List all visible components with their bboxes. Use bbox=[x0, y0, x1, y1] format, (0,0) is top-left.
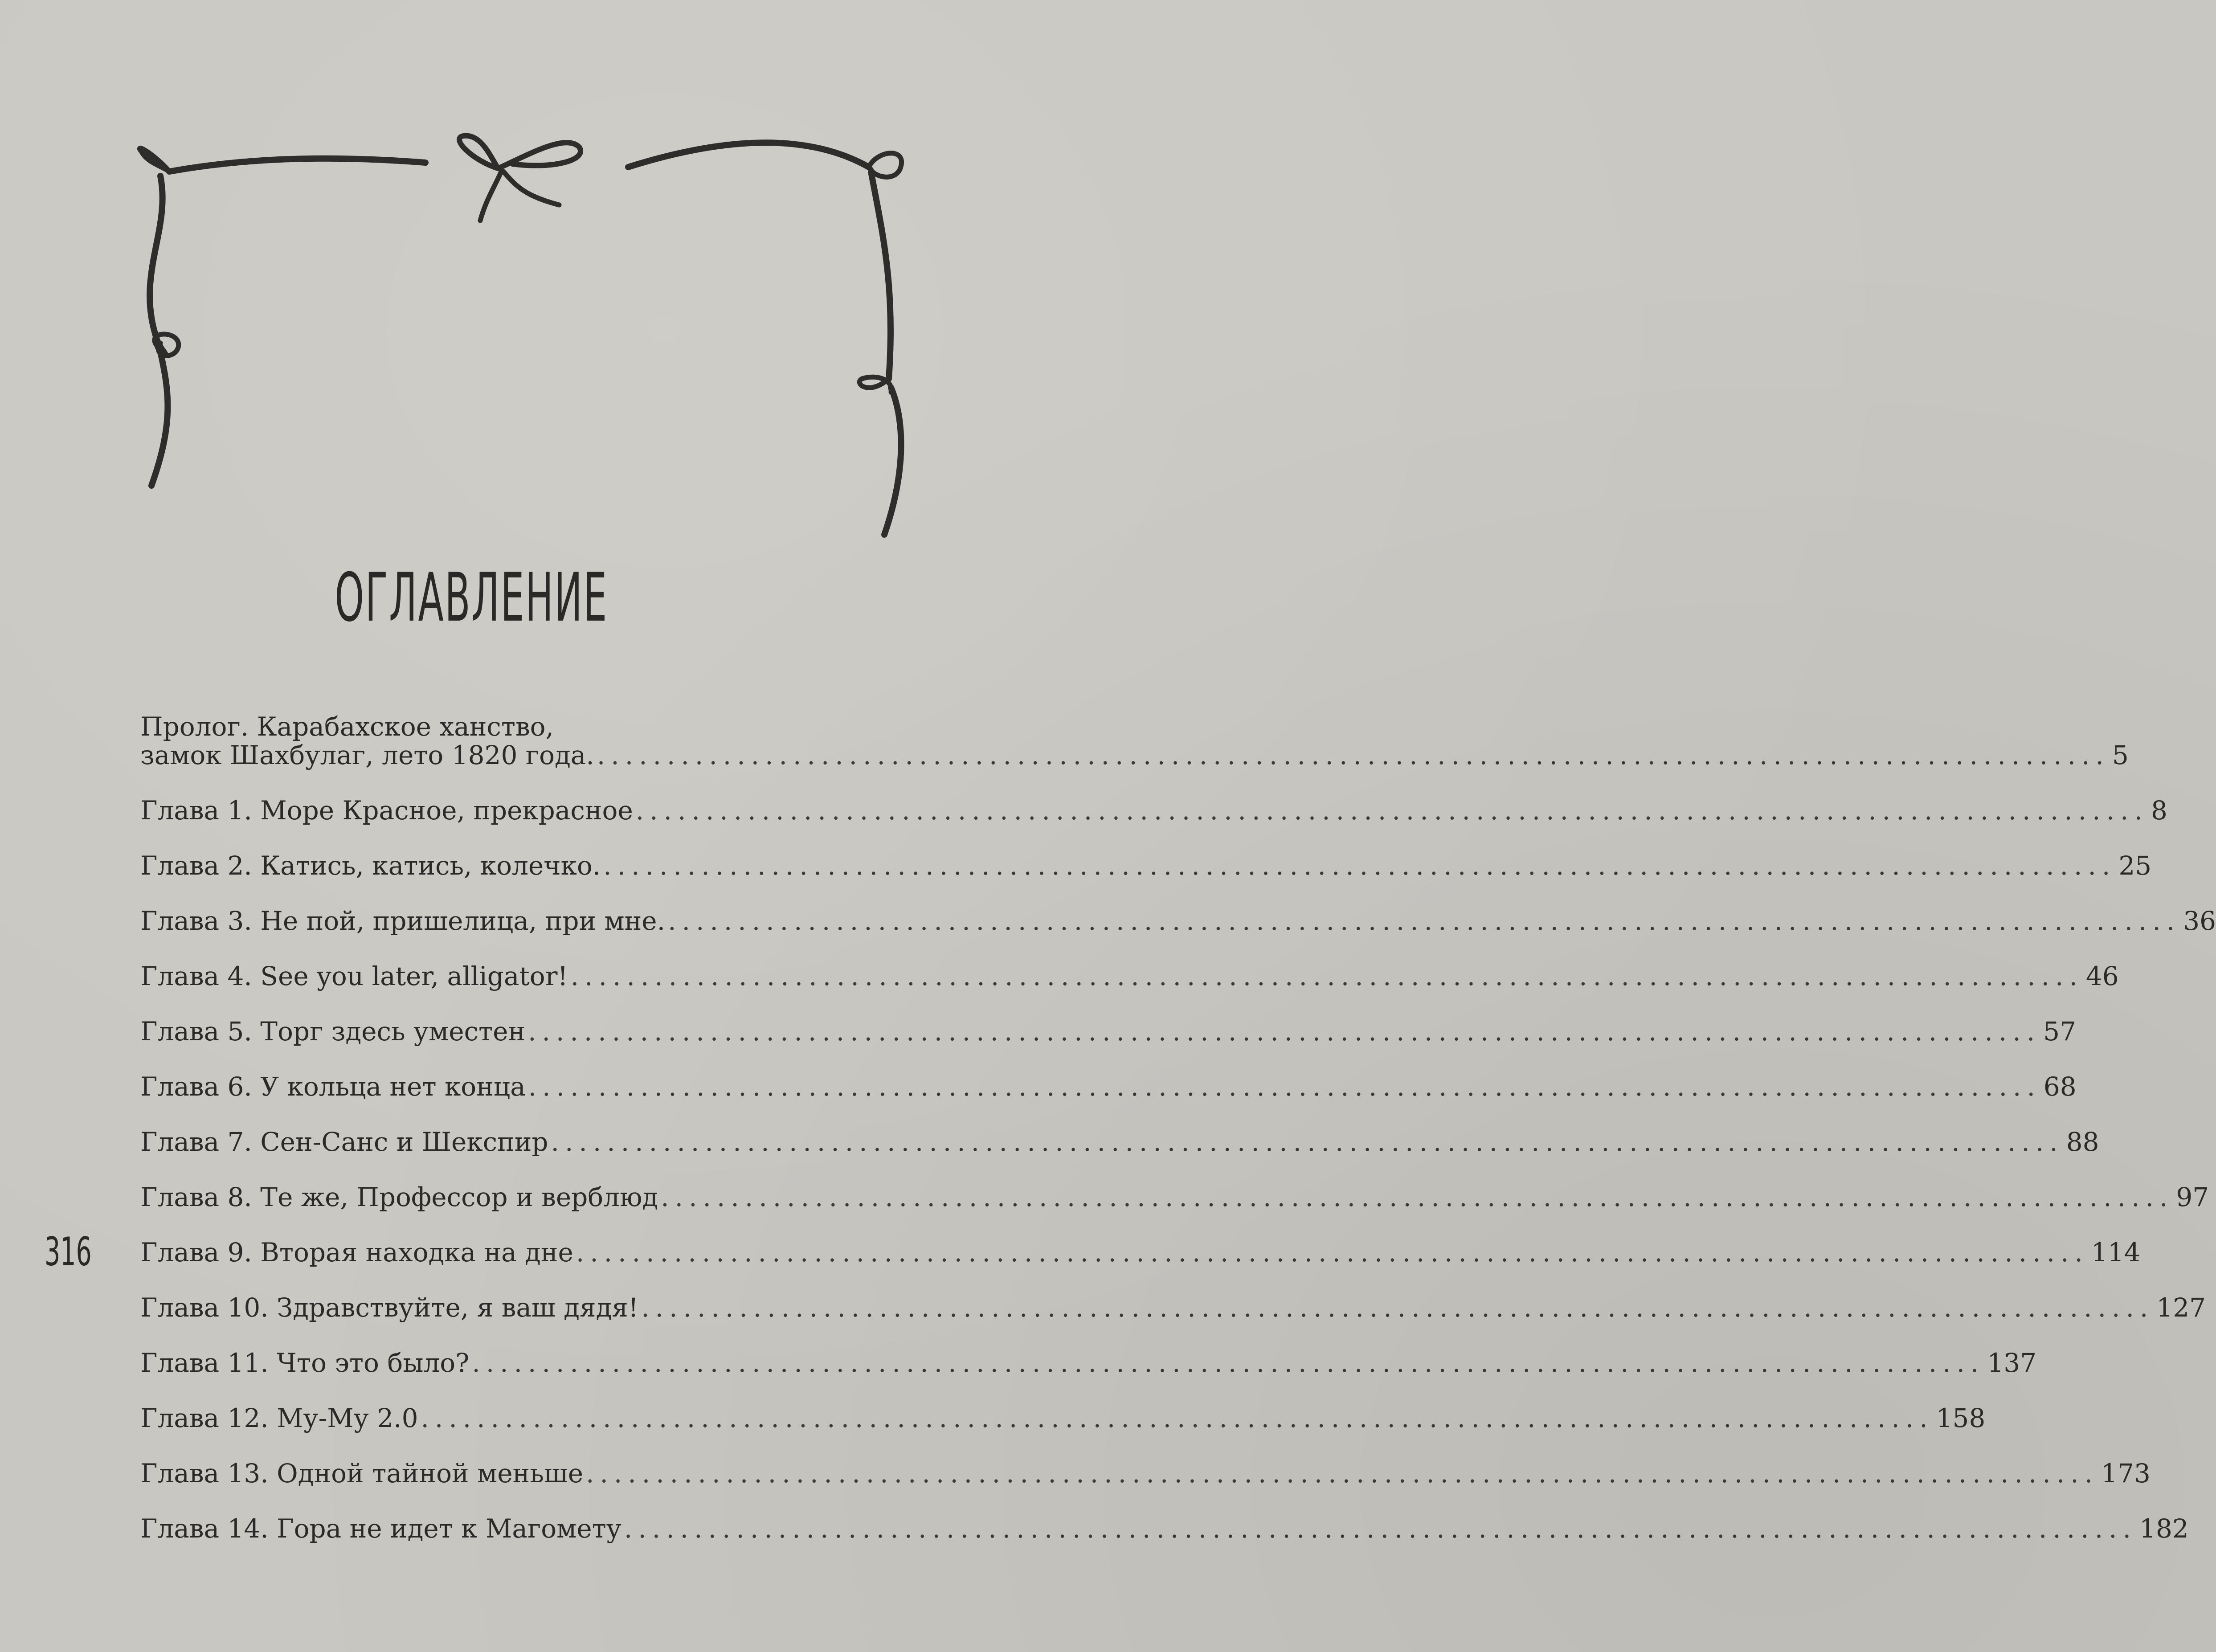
toc-entry-page: 36 bbox=[2183, 906, 2216, 936]
toc-entry-label: Глава 7. Сен-Санс и Шекспир bbox=[140, 1127, 548, 1157]
dot-leader: ............................................................................................................ bbox=[597, 740, 2110, 770]
dot-leader: ............................................................................................................ bbox=[603, 851, 2116, 881]
toc-entry-label: Глава 2. Катись, катись, колечко. bbox=[140, 851, 601, 881]
page-title: ОГЛАВЛЕНИЕ bbox=[335, 559, 608, 637]
toc-entry bbox=[140, 951, 2119, 1006]
toc-entry-label: Глава 12. Му-Му 2.0 bbox=[140, 1403, 418, 1433]
toc-entry-label: Глава 9. Вторая находка на дне bbox=[140, 1237, 573, 1268]
toc-entry-page: 182 bbox=[2139, 1513, 2189, 1544]
toc-entry-page: 57 bbox=[2043, 1016, 2077, 1047]
toc-entry bbox=[140, 1117, 2099, 1172]
toc-entry bbox=[140, 1062, 2077, 1117]
toc-entry-page: 5 bbox=[2112, 740, 2129, 770]
toc-entry-page: 137 bbox=[1987, 1348, 2037, 1378]
toc-entry bbox=[140, 1227, 2141, 1283]
dot-leader: ............................................................................................................ bbox=[635, 795, 2148, 826]
ribbon-bow-ornament bbox=[0, 0, 943, 557]
dot-leader: ............................................................................................................ bbox=[551, 1127, 2064, 1157]
toc-entry-label: Глава 13. Одной тайной меньше bbox=[140, 1458, 584, 1488]
toc-entry-page: 46 bbox=[2085, 961, 2119, 991]
toc-entry bbox=[140, 1448, 2151, 1504]
toc-entry-label: Глава 6. У кольца нет конца bbox=[140, 1071, 526, 1102]
toc-entry-label: Глава 3. Не пой, пришелица, при мне. bbox=[140, 906, 666, 936]
dot-leader: ............................................................................................................ bbox=[641, 1292, 2154, 1323]
toc-entry bbox=[140, 1504, 2189, 1559]
toc-entry-page: 97 bbox=[2176, 1182, 2209, 1212]
dot-leader: ............................................................................................................ bbox=[570, 961, 2083, 991]
page-number: 316 bbox=[45, 1229, 92, 1275]
toc-entry-label: Глава 1. Море Красное, прекрасное bbox=[140, 795, 633, 826]
toc-entry bbox=[140, 841, 2152, 896]
toc-entry-page: 173 bbox=[2101, 1458, 2151, 1488]
toc-entry-page: 158 bbox=[1936, 1403, 1986, 1433]
dot-leader: ............................................................................................................ bbox=[528, 1071, 2041, 1102]
toc-entry-page: 8 bbox=[2151, 795, 2167, 826]
toc-entry-page: 88 bbox=[2066, 1127, 2099, 1157]
toc-entry-page: 25 bbox=[2118, 851, 2152, 881]
toc-entry-page: 68 bbox=[2043, 1071, 2077, 1102]
toc-entry bbox=[140, 1338, 2037, 1393]
toc-entry-label-continued: замок Шахбулаг, лето 1820 года. bbox=[140, 740, 594, 770]
toc-entry bbox=[140, 1006, 2077, 1062]
dot-leader: ............................................................................................................ bbox=[528, 1016, 2041, 1047]
toc-entry-prologue bbox=[140, 702, 2129, 785]
dot-leader: ............................................................................................................ bbox=[576, 1237, 2089, 1268]
toc-entry-label: Глава 14. Гора не идет к Магомету bbox=[140, 1513, 621, 1544]
toc-entry bbox=[140, 1172, 2209, 1227]
dot-leader: ............................................................................................................ bbox=[586, 1458, 2099, 1488]
toc-entry-label: Глава 8. Те же, Профессор и верблюд bbox=[140, 1182, 658, 1212]
toc-entry-label: Глава 10. Здравствуйте, я ваш дядя! bbox=[140, 1292, 639, 1323]
table-of-contents bbox=[140, 702, 2216, 1559]
toc-entry-page: 127 bbox=[2156, 1292, 2206, 1323]
dot-leader: ............................................................................................................ bbox=[661, 1182, 2174, 1212]
dot-leader: ............................................................................................................ bbox=[472, 1348, 1985, 1378]
dot-leader: ............................................................................................................ bbox=[421, 1403, 1934, 1433]
toc-entry bbox=[140, 1393, 1986, 1448]
dot-leader: ............................................................................................................ bbox=[668, 906, 2181, 936]
toc-entry bbox=[140, 785, 2167, 841]
toc-entry-label: Глава 4. See you later, alligator! bbox=[140, 961, 568, 991]
toc-entry bbox=[140, 1283, 2206, 1338]
toc-entry bbox=[140, 896, 2216, 951]
toc-entry-label: Глава 11. Что это было? bbox=[140, 1348, 470, 1378]
toc-entry-label: Глава 5. Торг здесь уместен bbox=[140, 1016, 526, 1047]
dot-leader: ............................................................................................................ bbox=[624, 1513, 2137, 1544]
toc-entry-label: Пролог. Карабахское ханство, bbox=[140, 712, 554, 742]
toc-entry-page: 114 bbox=[2091, 1237, 2141, 1268]
